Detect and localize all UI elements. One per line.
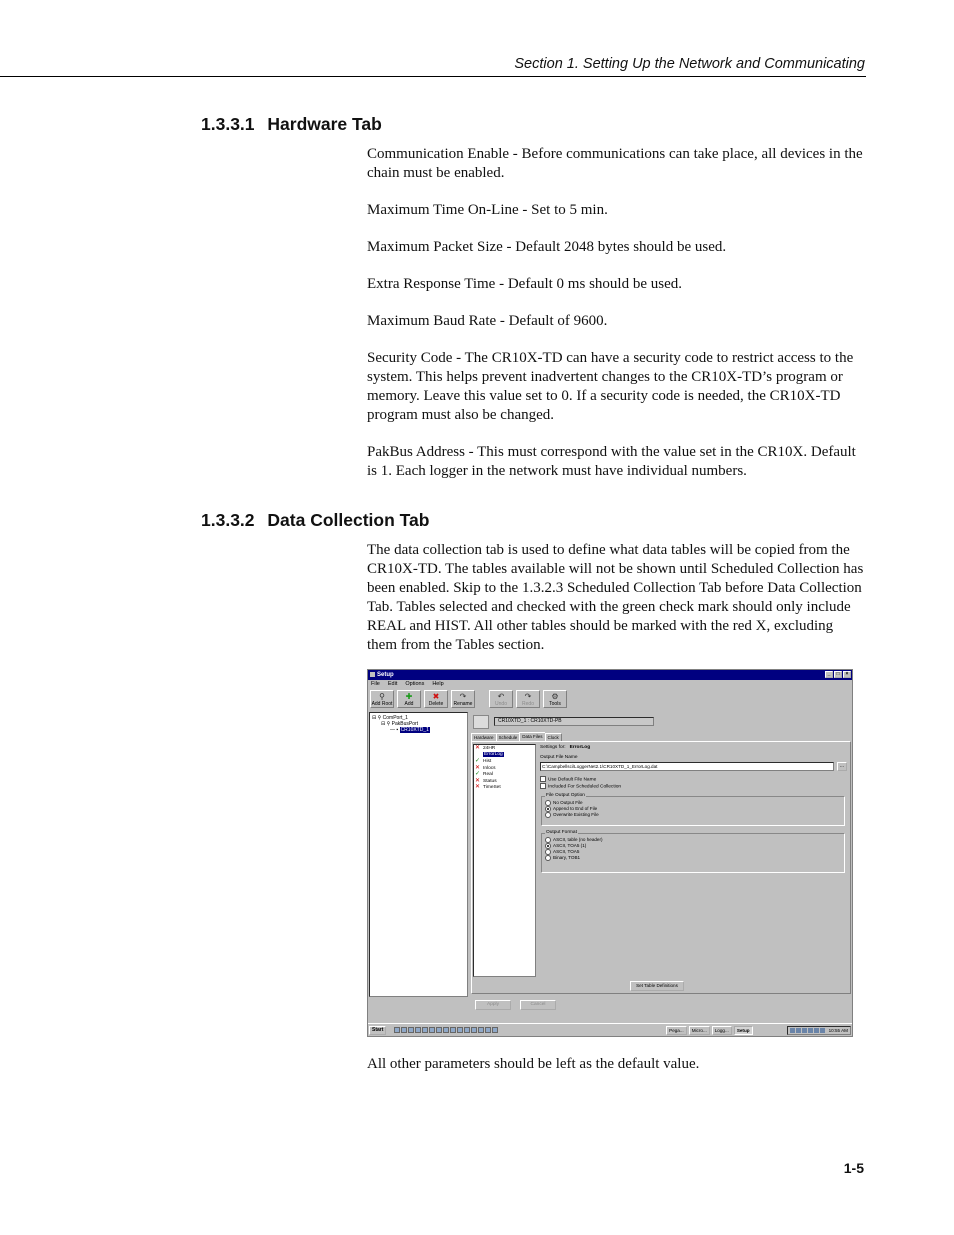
output-file-input[interactable]: C:\Campbellsci\LoggerNet2.1\CR10XTD_1_ErrorLog.dat xyxy=(540,762,834,771)
paragraph: PakBus Address - This must correspond with the value set in the CR10X. Default is 1. Each logger in the network must have individual numbers. xyxy=(367,444,856,479)
menu-edit[interactable]: Edit xyxy=(387,681,398,687)
taskbar-task-button[interactable]: Pega... xyxy=(666,1026,687,1035)
radio-label: Overwrite Existing File xyxy=(553,812,599,818)
tools-icon: ⚙ xyxy=(551,692,559,701)
radio-label: ASCII, TOA5 (1) xyxy=(553,843,587,849)
file-output-group xyxy=(541,793,845,826)
quick-launch-icon[interactable] xyxy=(401,1027,407,1033)
add-root-icon: ⚲ xyxy=(379,692,385,701)
file-output-title: File Output Option xyxy=(546,793,585,798)
tray-icon[interactable] xyxy=(796,1028,801,1033)
section-number: 1.3.3.1 xyxy=(201,114,255,134)
window-controls xyxy=(825,671,851,678)
menu-options[interactable]: Options xyxy=(405,681,425,687)
toolbar-button-label: Redo xyxy=(522,701,534,707)
radio-button[interactable] xyxy=(545,855,551,861)
toolbar-button-label: Undo xyxy=(495,701,507,707)
header-rule xyxy=(0,76,866,77)
tray-icon[interactable] xyxy=(808,1028,813,1033)
use-default-label: Use Default File Name xyxy=(548,777,597,783)
included-checkbox[interactable] xyxy=(540,783,546,789)
settings-for-label: Settings for: xyxy=(540,745,566,750)
tab-data-files[interactable]: Data Files xyxy=(519,732,545,742)
radio-label: Binary, TOB1 xyxy=(553,855,581,861)
delete-icon: ✖ xyxy=(432,692,440,701)
device-name-field: CR10XTD_1 : CR10XTD-PB xyxy=(494,717,654,726)
system-tray xyxy=(787,1026,851,1035)
data-collection-body xyxy=(367,541,864,673)
tree-node-label: CR10XTD_1 xyxy=(400,727,429,733)
paragraph: Maximum Time On-Line - Set to 5 min. xyxy=(367,202,608,218)
rename-icon: ↷ xyxy=(459,692,467,701)
table-name: Inlocs xyxy=(483,765,496,771)
tray-icon[interactable] xyxy=(802,1028,807,1033)
radio-label: ASCII, TOA5 xyxy=(553,849,580,855)
table-name: 24HR xyxy=(483,746,496,751)
closing-paragraph: All other parameters should be left as the default value. xyxy=(367,1056,700,1072)
maximize-icon[interactable]: □ xyxy=(834,671,842,678)
data-files-tab-body xyxy=(471,741,851,994)
radio-label: Append to End of File xyxy=(553,806,598,812)
minimize-icon[interactable]: _ xyxy=(825,671,833,678)
tray-clock: 10:55 AM xyxy=(828,1027,848,1033)
tools-button[interactable] xyxy=(543,690,567,708)
table-name: Status xyxy=(483,778,497,784)
tree-node-icon: ⊟ ⚲ xyxy=(372,715,383,721)
tray-icon[interactable] xyxy=(790,1028,795,1033)
undo-button[interactable] xyxy=(489,690,513,708)
add-icon: ✚ xyxy=(405,692,413,701)
undo-icon: ↶ xyxy=(497,692,505,701)
quick-launch-icon[interactable] xyxy=(478,1027,484,1033)
paragraph: The data collection tab is used to define what data tables will be copied from the CR10X-TD. The tables available will not be shown until Scheduled Collection has been enabled. Skip to the 1.3.2.3 Scheduled Collection Tab before Data Collection Tab. Tables selected and checked with the green check mark should only include REAL and HIST. All other tables should be marked with the red X, excluding them from the Tables section. xyxy=(367,542,864,653)
toolbar-button-label: Add Root xyxy=(371,701,393,707)
output-file-label: Output File Name xyxy=(540,755,578,760)
redo-button[interactable] xyxy=(516,690,540,708)
tab-schedule[interactable]: Schedule xyxy=(496,733,521,742)
tab-hardware[interactable]: Hardware xyxy=(471,733,497,742)
cancel-button[interactable]: Cancel xyxy=(520,1000,556,1010)
taskbar-task-button[interactable]: Micro... xyxy=(689,1026,710,1035)
radio-label: ASCII, table (no header) xyxy=(553,837,603,843)
paragraph: Communication Enable - Before communications can take place, all devices in the chain must be enabled. xyxy=(367,146,863,181)
quick-launch-icon[interactable] xyxy=(394,1027,400,1033)
toolbar-button-label: Add xyxy=(404,701,414,707)
toolbar-button-label: Delete xyxy=(428,701,444,707)
close-icon[interactable]: × xyxy=(843,671,851,678)
tree-node-label: PakBusPort xyxy=(391,721,419,727)
included-row[interactable] xyxy=(540,783,621,789)
window-titlebar xyxy=(368,670,852,680)
radio-label: No Output File xyxy=(553,800,583,806)
paragraph: Security Code - The CR10X-TD can have a security code to restrict access to the system. This helps prevent inadvertent changes to the CR10X-TD’s program or memory. Leave this value set to 0. If a security code is needed, the CR10X-TD program must also be changed. xyxy=(367,350,854,423)
tree-node-icon: — ▪ xyxy=(390,727,400,733)
menu-help[interactable]: Help xyxy=(432,681,444,687)
quick-launch-icon[interactable] xyxy=(492,1027,498,1033)
windows-taskbar xyxy=(368,1023,852,1036)
red-x-icon[interactable]: ✕ xyxy=(475,784,481,790)
red-x-icon[interactable]: ✕ xyxy=(475,764,481,771)
quick-launch-icon[interactable] xyxy=(436,1027,442,1033)
tree-node-icon: ⊟ ⚲ xyxy=(381,721,392,727)
closing-block xyxy=(367,1055,864,1092)
window-title: Setup xyxy=(377,672,394,678)
taskbar-task-button[interactable]: Setup xyxy=(734,1026,753,1035)
output-format-group xyxy=(541,830,845,873)
tree-node[interactable] xyxy=(372,727,465,733)
table-settings xyxy=(538,744,849,977)
toolbar xyxy=(370,690,850,709)
rename-button[interactable] xyxy=(451,690,475,708)
quick-launch-icon[interactable] xyxy=(485,1027,491,1033)
output-format-title: Output Format xyxy=(546,830,577,835)
table-list-item[interactable] xyxy=(474,784,535,791)
section-title: Data Collection Tab xyxy=(267,510,430,530)
section-heading-data-collection-tab xyxy=(201,510,429,531)
quick-launch-icon[interactable] xyxy=(464,1027,470,1033)
table-name: Hist xyxy=(483,759,492,764)
tray-icon[interactable] xyxy=(820,1028,825,1033)
toolbar-button-label: Rename xyxy=(453,701,473,707)
red-x-icon[interactable]: ✕ xyxy=(475,745,481,751)
paragraph: Extra Response Time - Default 0 ms should be used. xyxy=(367,276,682,292)
quick-launch-icon[interactable] xyxy=(408,1027,414,1033)
radio-button[interactable] xyxy=(545,812,551,818)
tables-list xyxy=(473,744,536,977)
app-icon xyxy=(370,672,375,677)
toolbar-button-label: Tools xyxy=(549,701,561,707)
table-name: TimeSet xyxy=(483,785,501,790)
included-label: Included For Scheduled Collection xyxy=(548,784,622,790)
menu-file[interactable]: File xyxy=(371,681,380,687)
hardware-tab-body xyxy=(367,145,864,499)
quick-launch-icon[interactable] xyxy=(471,1027,477,1033)
green-check-icon[interactable]: ✓ xyxy=(475,758,481,764)
start-button[interactable]: Start xyxy=(369,1026,386,1035)
taskbar-task-button[interactable]: Logg... xyxy=(712,1026,732,1035)
use-default-checkbox[interactable] xyxy=(540,776,546,782)
tree-node-label: ComPort_1 xyxy=(382,715,408,721)
settings-for-row xyxy=(540,745,590,751)
quick-launch-icon[interactable] xyxy=(450,1027,456,1033)
use-default-row[interactable] xyxy=(540,776,596,782)
apply-button[interactable]: Apply xyxy=(475,1000,511,1010)
redo-icon: ↷ xyxy=(524,692,532,701)
delete-button[interactable] xyxy=(424,690,448,708)
running-header: Section 1. Setting Up the Network and Communicating xyxy=(514,56,865,72)
task-buttons xyxy=(666,1026,752,1035)
table-name: ErrorLog xyxy=(484,751,503,757)
paragraph: Maximum Packet Size - Default 2048 bytes should be used. xyxy=(367,239,727,255)
quick-launch-icon[interactable] xyxy=(422,1027,428,1033)
tab-clock[interactable]: Clock xyxy=(545,733,562,742)
page-number: 1-5 xyxy=(843,1160,864,1176)
set-table-definitions-button[interactable]: Set Table Definitions xyxy=(630,981,684,991)
section-title: Hardware Tab xyxy=(267,114,382,134)
quick-launch xyxy=(394,1027,498,1033)
quick-launch-icon[interactable] xyxy=(457,1027,463,1033)
quick-launch-icon[interactable] xyxy=(415,1027,421,1033)
settings-for-value: ErrorLog xyxy=(569,745,591,750)
radio-option[interactable] xyxy=(542,855,844,861)
table-name: Real xyxy=(483,772,493,777)
section-number: 1.3.3.2 xyxy=(201,510,255,530)
quick-launch-icon[interactable] xyxy=(443,1027,449,1033)
quick-launch-icon[interactable] xyxy=(429,1027,435,1033)
tray-icon[interactable] xyxy=(814,1028,819,1033)
red-x-icon[interactable]: ✕ xyxy=(475,777,481,784)
add-button[interactable] xyxy=(397,690,421,708)
browse-button[interactable]: ... xyxy=(837,762,847,771)
menu-bar xyxy=(368,680,852,689)
device-icon xyxy=(473,715,489,729)
green-check-icon[interactable]: ✓ xyxy=(475,771,481,777)
radio-option[interactable] xyxy=(542,812,844,818)
device-settings-panel xyxy=(470,712,853,997)
dialog-button-bar xyxy=(368,998,852,1012)
add-root-button[interactable] xyxy=(370,690,394,708)
section-heading-hardware-tab xyxy=(201,114,382,135)
network-tree xyxy=(369,712,468,997)
paragraph: Maximum Baud Rate - Default of 9600. xyxy=(367,313,608,329)
setup-window-screenshot xyxy=(367,669,853,1037)
